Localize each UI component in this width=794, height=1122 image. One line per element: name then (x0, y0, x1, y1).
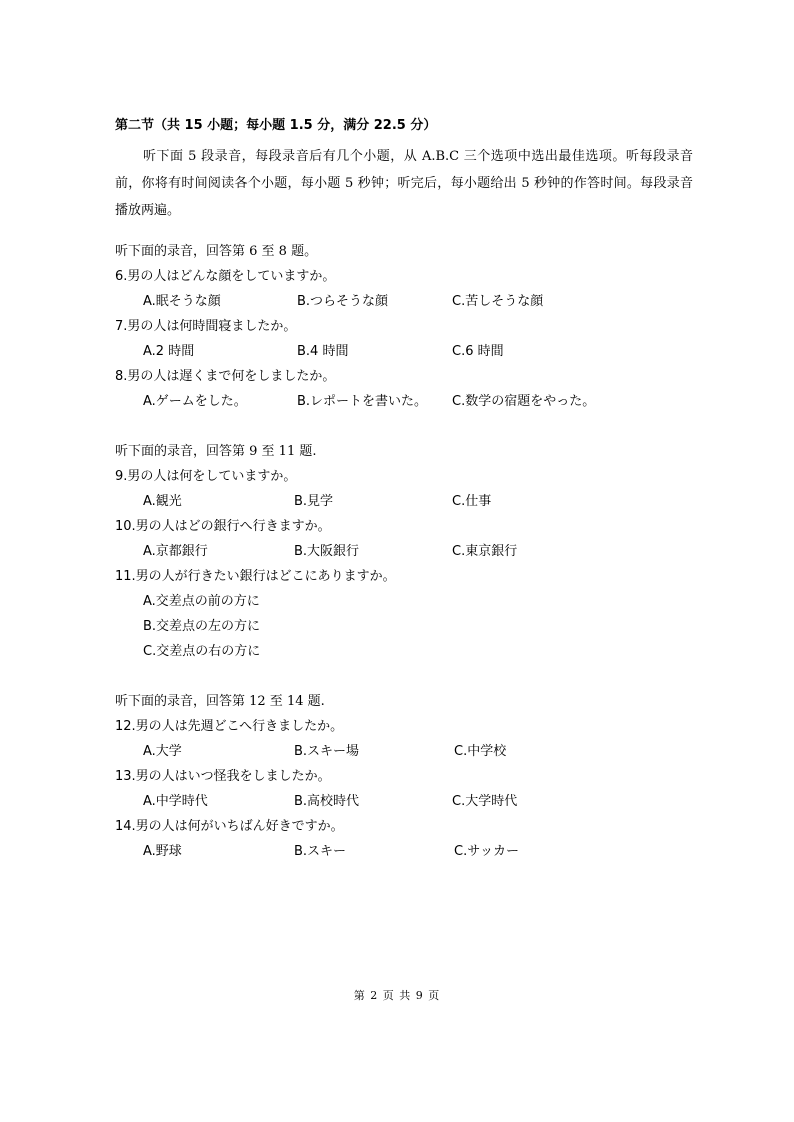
question-11-option-a: A.交差点の前の方に (143, 594, 260, 609)
question-11: 11.男の人が行きたい銀行はどこにありますか。 (115, 569, 396, 584)
question-13-option-c: C.大学時代 (452, 794, 518, 809)
question-9: 9.男の人は何をしていますか。 (115, 469, 297, 484)
question-7-option-c: C.6 時間 (452, 344, 504, 359)
question-14: 14.男の人は何がいちばん好きですか。 (115, 819, 344, 834)
question-11-option-c: C.交差点の右の方に (143, 644, 261, 659)
question-6: 6.男の人はどんな顔をしていますか。 (115, 269, 336, 284)
question-6-option-a: A.眠そうな顔 (143, 294, 221, 309)
question-8-option-a: A.ゲームをした。 (143, 394, 247, 409)
question-12-option-c: C.中学校 (454, 744, 507, 759)
page-number-footer: 第 2 页 共 9 页 (353, 989, 441, 1002)
question-12-option-b: B.スキー場 (294, 744, 360, 759)
question-9-option-b: B.見学 (294, 494, 334, 509)
section-title: 第二节（共 15 小题；每小题 1.5 分，满分 22.5 分） (115, 118, 437, 133)
question-14-option-c: C.サッカー (454, 844, 519, 859)
question-8-option-c: C.数学の宿題をやった。 (452, 394, 596, 409)
question-13-option-b: B.高校時代 (294, 794, 360, 809)
question-12-option-a: A.大学 (143, 744, 182, 759)
question-10-option-c: C.東京銀行 (452, 544, 518, 559)
question-7-option-b: B.4 時間 (297, 344, 349, 359)
question-9-option-c: C.仕事 (452, 494, 492, 509)
question-6-option-b: B.つらそうな顔 (297, 294, 389, 309)
question-8: 8.男の人は遅くまで何をしましたか。 (115, 369, 336, 384)
question-14-option-a: A.野球 (143, 844, 182, 859)
question-11-option-b: B.交差点の左の方に (143, 619, 261, 634)
group-heading: 听下面的录音，回答第 6 至 8 题。 (115, 244, 318, 259)
question-6-option-c: C.苦しそうな顔 (452, 294, 544, 309)
question-9-option-a: A.観光 (143, 494, 182, 509)
question-13-option-a: A.中学時代 (143, 794, 208, 809)
question-12: 12.男の人は先週どこへ行きましたか。 (115, 719, 344, 734)
question-10-option-b: B.大阪銀行 (294, 544, 360, 559)
question-14-option-b: B.スキー (294, 844, 347, 859)
question-7: 7.男の人は何時間寝ましたか。 (115, 319, 297, 334)
question-13: 13.男の人はいつ怪我をしましたか。 (115, 769, 331, 784)
question-10-option-a: A.京都銀行 (143, 544, 208, 559)
group-heading: 听下面的录音，回答第 12 至 14 题. (115, 694, 325, 709)
question-7-option-a: A.2 時間 (143, 344, 195, 359)
question-8-option-b: B.レポートを書いた。 (297, 394, 428, 409)
section-instructions: 听下面 5 段录音，每段录音后有几个小题，从 A.B.C 三个选项中选出最佳选项。听每段录音前，你将有时间阅读各个小题，每小题 5 秒钟；听完后，每小题给出 5 秒钟的作答时间。每段录音播放两遍。 (115, 149, 693, 218)
question-10: 10.男の人はどの銀行へ行きますか。 (115, 519, 331, 534)
group-heading: 听下面的录音，回答第 9 至 11 题. (115, 444, 317, 459)
